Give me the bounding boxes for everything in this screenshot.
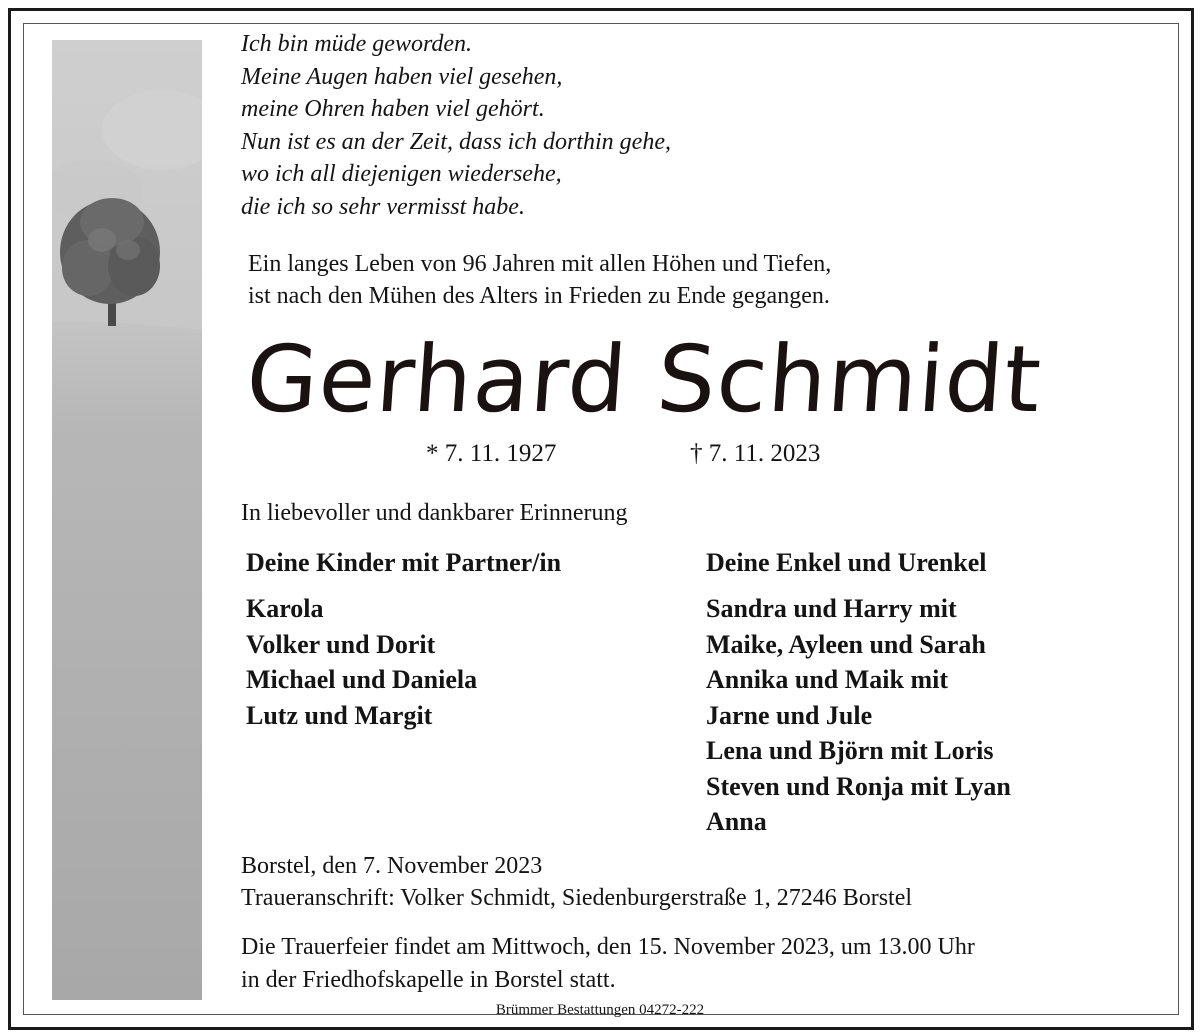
- death-date: † 7. 11. 2023: [690, 440, 821, 467]
- place-date: Borstel, den 7. November 2023: [241, 853, 543, 879]
- intro-text: [248, 248, 831, 312]
- memory-line: In liebevoller und dankbarer Erinnerung: [241, 500, 628, 526]
- tree-illustration: [52, 40, 202, 1000]
- place-and-address: [241, 850, 912, 914]
- children-heading: Deine Kinder mit Partner/in: [246, 548, 562, 577]
- list-item: Lutz und Margit: [246, 700, 433, 730]
- ceremony-line: in der Friedhofskapelle in Borstel statt.: [241, 967, 616, 993]
- grandchildren-list: [706, 591, 1011, 840]
- list-item: Sandra und Harry mit: [706, 594, 957, 623]
- intro-line: ist nach den Mühen des Alters in Frieden zu Ende gegangen.: [248, 283, 830, 309]
- poem-line: die ich so sehr vermisst habe.: [241, 193, 525, 220]
- mourning-address: Traueranschrift: Volker Schmidt, Siedenburgerstraße 1, 27246 Borstel: [241, 885, 913, 911]
- undertaker-credit: Brümmer Bestattungen 04272-222: [495, 1002, 705, 1018]
- children-list: [246, 591, 561, 733]
- intro-line: Ein langes Leben von 96 Jahren mit allen Höhen und Tiefen,: [248, 251, 832, 277]
- poem-line: Nun ist es an der Zeit, dass ich dorthin gehe,: [241, 128, 671, 155]
- list-item: Steven und Ronja mit Lyan: [706, 771, 1011, 801]
- list-item: Volker und Dorit: [246, 629, 436, 659]
- poem-line: Ich bin müde geworden.: [241, 31, 473, 57]
- tree-photo: [52, 40, 202, 1000]
- grandchildren-heading: Deine Enkel und Urenkel: [706, 548, 987, 577]
- poem-line: meine Ohren haben viel gehört.: [241, 96, 545, 123]
- list-item: Maike, Ayleen und Sarah: [706, 629, 986, 659]
- grandchildren-column: [706, 545, 1011, 840]
- birth-date: * 7. 11. 1927: [426, 440, 557, 467]
- list-item: Lena und Björn mit Loris: [706, 736, 994, 765]
- children-column: [246, 545, 561, 733]
- poem-line: wo ich all diejenigen wiedersehe,: [241, 161, 562, 188]
- ceremony-line: Die Trauerfeier findet am Mittwoch, den 15. November 2023, um 13.00 Uhr: [241, 934, 975, 960]
- list-item: Annika und Maik mit: [706, 665, 949, 694]
- deceased-name: Gerhard Schmidt: [243, 326, 1046, 433]
- poem: [241, 28, 671, 224]
- list-item: Karola: [246, 594, 324, 623]
- ceremony-notice: [241, 931, 975, 997]
- list-item: Jarne und Jule: [706, 700, 873, 730]
- list-item: Anna: [706, 807, 767, 836]
- poem-line: Meine Augen haben viel gesehen,: [241, 63, 563, 90]
- list-item: Michael und Daniela: [246, 665, 478, 694]
